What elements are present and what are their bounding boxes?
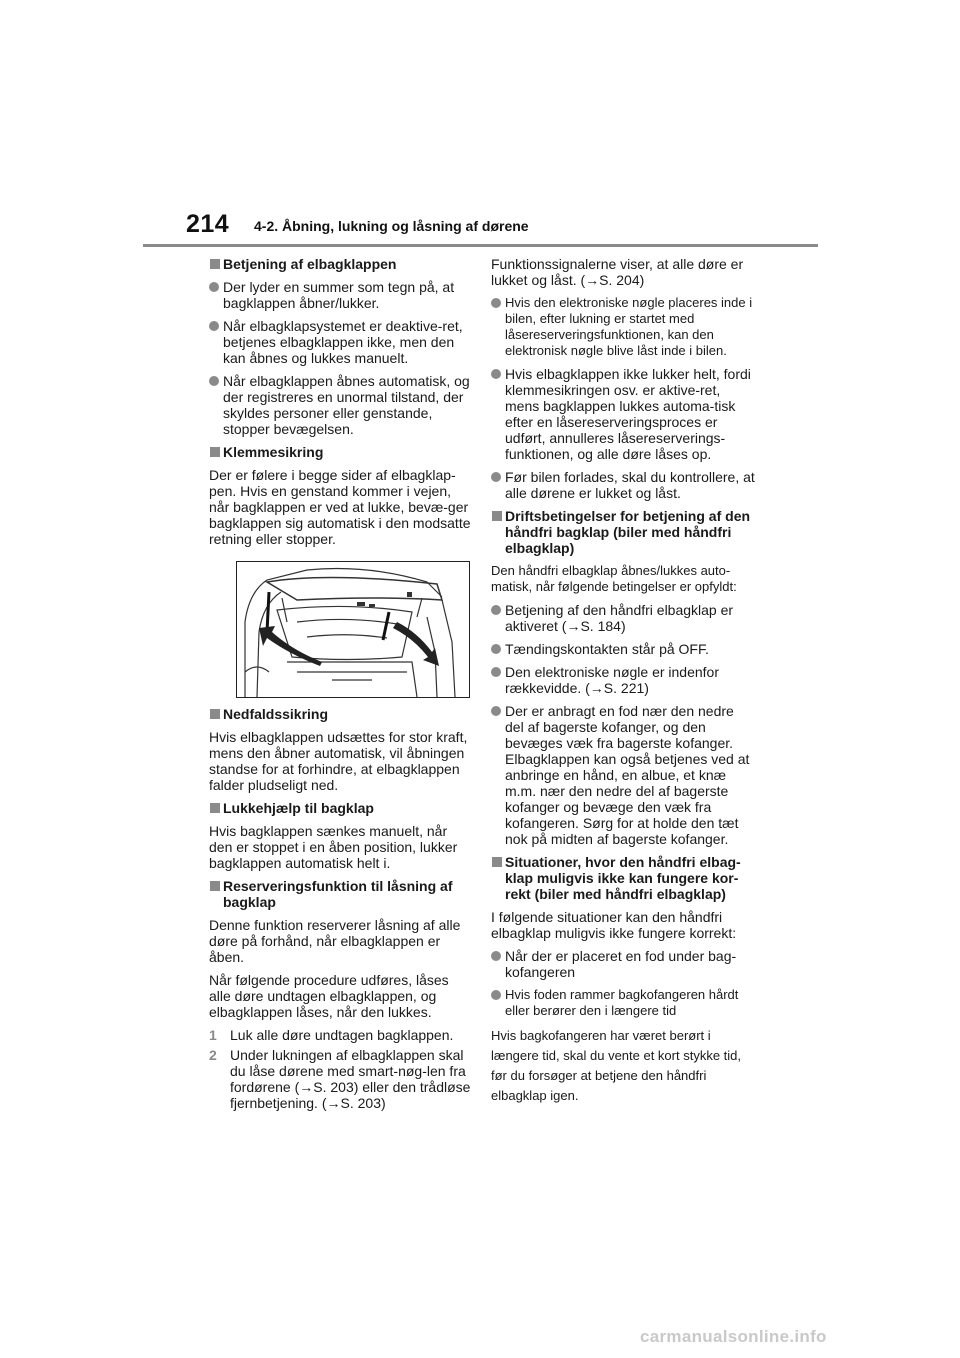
left-column [209,256,471,1115]
tailgate-sensor-illustration [236,561,470,698]
bullet-key-inside: Hvis den elektroniske nøgle placeres inde i bilen, efter lukning er startet med låsereserveringsfunktionen, kan den elektronisk nøgle blive låst inde i bilen. [491,295,756,359]
heading-closing-assist: Lukkehjælp til bagklap [209,800,471,816]
section-title: 4-2. Åbning, lukning og låsning af dørene [254,218,529,234]
heading-handsfree-conditions: Driftsbetingelser for betjening af den håndfri bagklap (biler med håndfri elbagklap) [491,508,756,556]
paragraph-closing-assist: Hvis bagklappen sænkes manuelt, når den er stoppet i en åben position, lukker bagklappen automatisk helt i. [209,823,458,871]
bullet-deactivated: Når elbagklapsystemet er deaktive-ret, betjenes elbagklappen ikke, men den kan åbnes og lukkes manuelt. [209,318,471,366]
bullet-buzzer: Der lyder en summer som tegn på, at bagklappen åbner/lukker. [209,279,471,311]
paragraph-fall-protection: Hvis elbagklappen udsættes for stor kraft, mens den åbner automatisk, vil åbningen standse for at forhindre, at elbagklappen falder pludseligt ned. [209,729,468,793]
bullet-check-locked: Før bilen forlades, skal du kontrollere, at alle dørene er lukket og låst. [491,469,756,501]
bullet-ignition-off: Tændingskontakten står på OFF. [491,641,756,657]
step-1-text: Luk alle døre undtagen bagklappen. [230,1027,454,1043]
header-divider [143,244,818,247]
bullet-handsfree-activated: Betjening af den håndfri elbagklap er aktiveret (→S. 184) [491,602,756,634]
page-number: 214 [186,210,230,238]
page-header [0,0,960,250]
heading-jam-protection: Klemmesikring [209,444,471,460]
step-1-number: 1 [209,1027,217,1043]
paragraph-jam-protection: Der er følere i begge sider af elbagklap-pen. Hvis en genstand kommer i vejen, når bagklappen er ved at lukke, bevæ-ger bagklappen sig automatisk i den modsatte retning eller stopper. [209,467,471,547]
paragraph-handsfree-conditions: Den håndfri elbagklap åbnes/lukkes auto-matisk, når følgende betingelser er opfyldt: [491,563,737,594]
right-column [491,256,756,1113]
tailgate-illustration-svg [237,562,469,697]
bullet-foot-movement: Der er anbragt en fod nær den nedre del af bagerste kofanger, og den bevæges væk fra bagerste kofanger. Elbagklappen kan også betjenes ved at anbringe en hånd, en albue, et knæ m.m. nær den nedre del af bagerste kofanger og bevæge den væk fra kofangeren. Sørg for at holde den tæt nok på midten af bagerste kofanger. [491,703,756,847]
heading-lock-reservation: Reserveringsfunktion til låsning af bagklap [209,878,471,910]
bullet-not-fully-closed: Hvis elbagklappen ikke lukker helt, fordi klemmesikringen osv. er aktive-ret, mens bagklappen lukkes automa-tisk efter en låsereserveringsproces er udført, annulleres låsereserverings-funktionen, og alle døre låses op. [491,366,756,462]
step-1 [209,1027,471,1043]
bullet-foot-under-bumper: Når der er placeret en fod under bag-kofangeren [491,948,756,980]
step-2 [209,1047,471,1111]
site-watermark: carmanualsonline.info [640,1327,827,1346]
step-2-text: Under lukningen af elbagklappen skal du låse dørene med smart-nøg-len fra fordørene (→S. 203) eller den trådløse fjernbetjening. (→S. 203) [230,1047,471,1111]
paragraph-lock-reservation-intro: Denne funktion reserverer låsning af alle døre på forhånd, når elbagklappen er åben. [209,917,461,965]
heading-handsfree-situations: Situationer, hvor den håndfri elbag-klap muligvis ikke kan fungere kor-rekt (biler med håndfri elbagklap) [491,854,756,902]
paragraph-wait-note: Hvis bagkofangeren har været berørt i længere tid, skal du vente et kort stykke tid, før du forsøger at betjene den håndfri elbagklap igen. [491,1028,742,1103]
step-2-number: 2 [209,1047,217,1063]
bullet-abnormal-stop: Når elbagklappen åbnes automatisk, og der registreres en unormal tilstand, der skyldes personer eller genstande, stopper bevægelsen. [209,373,471,437]
paragraph-handsfree-situations: I følgende situationer kan den håndfri elbagklap muligvis ikke fungere korrekt: [491,909,737,941]
heading-fall-protection: Nedfaldssikring [209,706,471,722]
paragraph-signals: Funktionssignalerne viser, at alle døre er lukket og låst. (→S. 204) [491,256,744,288]
bullet-key-in-range: Den elektroniske nøgle er indenfor rækkevidde. (→S. 221) [491,664,756,696]
bullet-foot-hits-bumper: Hvis foden rammer bagkofangeren hårdt eller berører den i længere tid [491,987,756,1019]
heading-power-tailgate: Betjening af elbagklappen [209,256,471,272]
paragraph-lock-reservation-procedure: Når følgende procedure udføres, låses alle døre undtagen elbagklappen, og elbagklappen låses, når den lukkes. [209,972,449,1020]
